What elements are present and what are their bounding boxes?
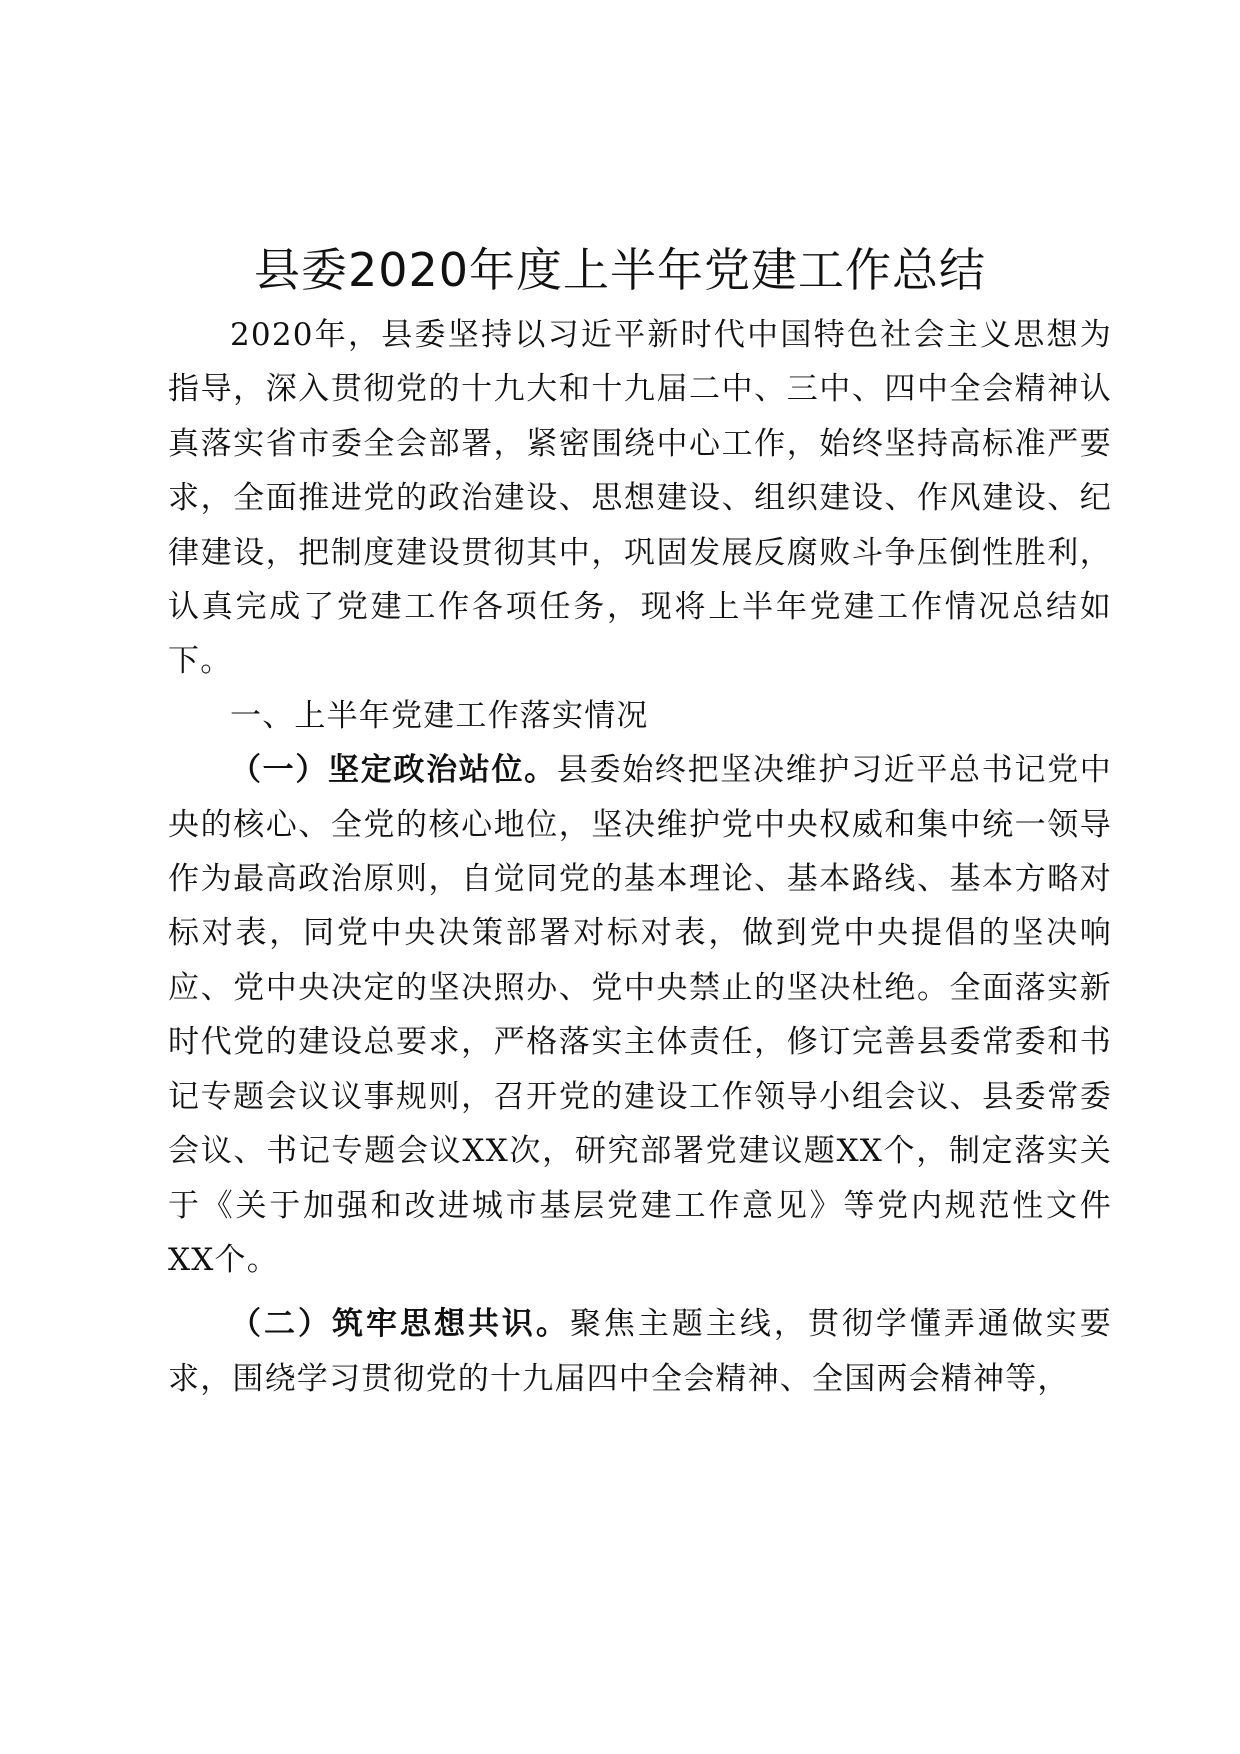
document-body — [168, 308, 1112, 1406]
intro-paragraph: 2020年，县委坚持以习近平新时代中国特色社会主义思想为指导，深入贯彻党的十九大和十九届二中、三中、四中全会精神认真落实省市委全会部署，紧密围绕中心工作，始终坚持高标准严要求，全面推进党的政治建设、思想建设、组织建设、作风建设、纪律建设，把制度建设贯彻其中，巩固发展反腐败斗争压倒性胜利，认真完成了党建工作各项任务，现将上半年党建工作情况总结如下。 — [168, 317, 1112, 680]
item-1-paragraph — [168, 743, 1112, 1287]
item-2-lead: （二）筑牢思想共识。 — [230, 1306, 570, 1343]
item-1-lead: （一）坚定政治站位。 — [230, 752, 557, 789]
item-2-paragraph — [168, 1297, 1112, 1406]
item-1-text: 县委始终把坚决维护习近平总书记党中央的核心、全党的核心地位，坚决维护党中央权威和集中统一领导作为最高政治原则，自觉同党的基本理论、基本路线、基本方略对标对表，同党中央决策部署对标对表，做到党中央提倡的坚决响应、党中央决定的坚决照办、党中央禁止的坚决杜绝。全面落实新时代党的建设总要求，严格落实主体责任，修订完善县委常委和书记专题会议议事规则，召开党的建设工作领导小组会议、县委常委会议、书记专题会议XX次，研究部署党建议题XX个，制定落实关于《关于加强和改进城市基层党建工作意见》等党内规范性文件XX个。 — [168, 752, 1112, 1278]
document-title: 县委2020年度上半年党建工作总结 — [253, 243, 987, 297]
section-heading-1: 一、上半年党建工作落实情况 — [230, 697, 649, 734]
item-2-text: 聚焦主题主线，贯彻学懂弄通做实要求，围绕学习贯彻党的十九届四中全会精神、全国两会精神等， — [168, 1306, 1112, 1397]
paragraph-spacer — [168, 1287, 1112, 1297]
